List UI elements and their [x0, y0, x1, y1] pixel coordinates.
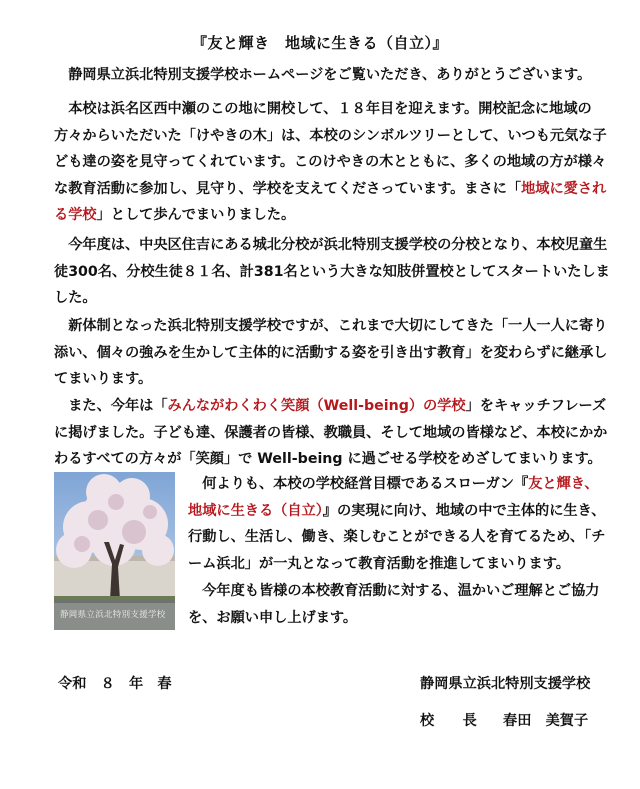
highlight-catchphrase: みんながわくわく笑顔（Well-being）の学校 — [167, 398, 466, 414]
photo-sign-text: 静岡県立浜北特別支援学校 — [60, 610, 166, 620]
highlight-slogan: 友と輝き、地域に生きる（自立） — [188, 476, 599, 519]
paragraph-slogan-start: 何よりも、本校の学校経営目標であるスローガン『 — [202, 476, 529, 492]
paragraph-history-text: 本校は浜名区西中瀬のこの地に開校して、１８年目を迎えます。開校記念に地域の方々からいただいた「けやきの木」は、本校のシンボルツリーとして、いつも元気な子ども達の姿を見守ってくれています。このけやきの木とともに、多くの地域の方が様々な教育活動に参加し、見守り、学校を支えてくださっています。まさに「 — [54, 101, 607, 197]
paragraph-branch-school: 今年度は、中央区住吉にある城北分校が浜北特別支援学校の分校となり、本校児童生徒300名、分校生徒８１名、計381名という大きな知肢併置校としてスタートいたしました。 — [54, 237, 610, 306]
intro-paragraph: 静岡県立浜北特別支援学校ホームページをご覧いただき、ありがとうございます。 — [68, 67, 592, 83]
paragraph-catchphrase-text: 」をキャッチフレーズに掲げました。子ども達、保護者の皆様、教職員、そして地域の皆様など、本校にかかわるすべての方々が「笑顔」で Well-being に過ごせる学校をめざしてまいります。 — [54, 398, 608, 467]
cherry-tree-photo — [54, 472, 175, 630]
page-title: 『友と輝き 地域に生きる（自立）』 — [191, 34, 448, 52]
paragraph-catchphrase-start: また、今年は「 — [68, 398, 168, 414]
paragraph-education-policy: 新体制となった浜北特別支援学校ですが、これまで大切にしてきた「一人一人に寄り添い、個々の強みを生かして主体的に活動する姿を引き出す教育」を変わらずに継承してまいります。 — [54, 318, 608, 387]
paragraph-slogan — [188, 471, 608, 577]
footer-school-name: 静岡県立浜北特別支援学校 — [420, 676, 591, 692]
footer-position: 校 長 — [420, 713, 477, 729]
paragraph-slogan-text: 』の実現に向け、地域の中で主体的に生き、行動し、生活し、働き、楽しむことができる人を育てるため、「チーム浜北」が一丸となって教育活動を推進してまいります。 — [188, 502, 606, 572]
footer-date: 令和 ８ 年 春 — [58, 676, 172, 692]
highlight-loved-school: 地域に愛される学校 — [54, 180, 607, 223]
paragraph-catchphrase — [54, 393, 610, 473]
paragraph-closing: 今年度も皆様の本校教育活動に対する、温かいご理解とご協力を、お願い申し上げます。 — [188, 583, 600, 626]
paragraph-history — [54, 96, 610, 229]
footer-principal-name: 春田 美賀子 — [503, 713, 589, 729]
paragraph-history-end: 」として歩んでまいりました。 — [96, 207, 296, 223]
